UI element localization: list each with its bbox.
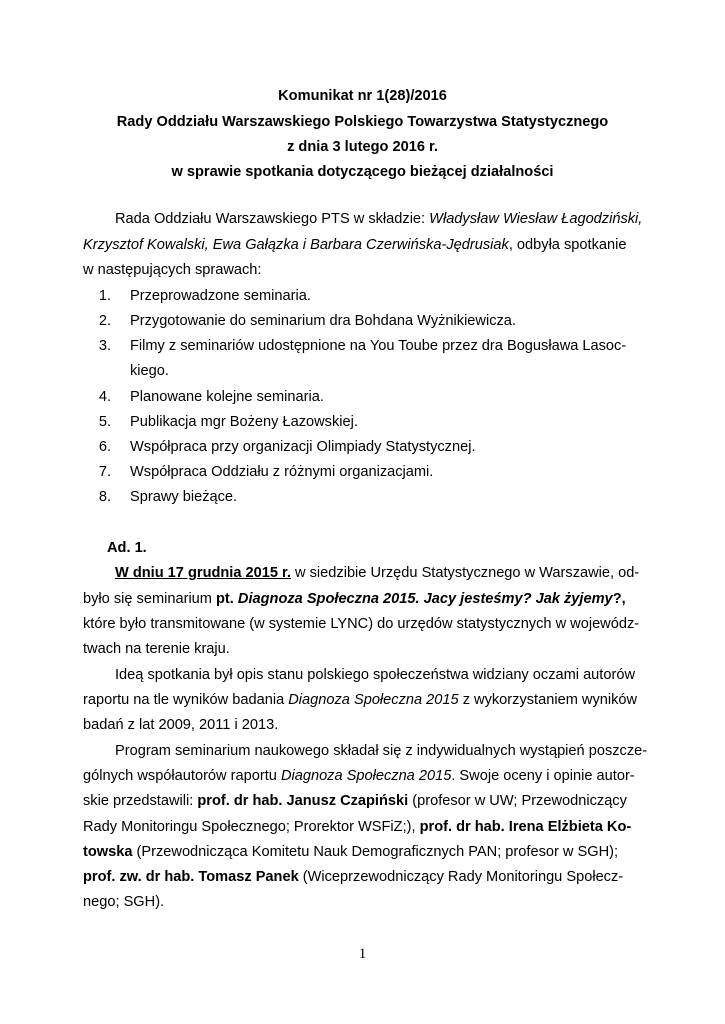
ad1-p3-line-4 [83,819,631,835]
speaker-name: prof. dr hab. Irena Elżbieta Ko- [419,819,632,835]
communique-subject: w sprawie spotkania dotyczącego bieżącej działalności [171,164,554,180]
p3-text: (Wiceprzewodniczący Rady Monitoringu Społecz- [298,869,624,885]
seminar-date: W dniu 17 grudnia 2015 r. [115,565,291,581]
speaker-name: prof. zw. dr hab. Tomasz Panek [83,869,299,885]
agenda-item: Współpraca przy organizacji Olimpiady Statystycznej. [130,439,476,455]
communique-number: Komunikat nr 1(28)/2016 [278,88,447,104]
ad1-p3-line-6 [83,869,623,885]
p3-text: skie przedstawili: [83,793,198,809]
ad1-p3-line-1: Program seminarium naukowego składał się z indywidualnych wystąpień poszcze- [115,743,648,759]
agenda-number: 2. [98,313,111,329]
agenda-item: Współpraca Oddziału z różnymi organizacjami. [130,464,434,480]
agenda-number: 1. [98,288,111,304]
communique-date: z dnia 3 lutego 2016 r. [287,139,438,155]
intro-text: Rada Oddziału Warszawskiego PTS w składzie: [115,211,430,227]
seminar-title: Diagnoza Społeczna 2015. Jacy jesteśmy? Jak żyjemy [237,591,613,607]
agenda-number: 4. [98,389,111,405]
ad1-p3-line-3 [83,793,627,809]
p2-text: raportu na tle wyników badania [83,692,289,708]
speaker-name: prof. dr hab. Janusz Czapiński [197,793,409,809]
p1-text: w siedzibie Urzędu Statystycznego w Warszawie, od- [290,565,640,581]
agenda-item: Filmy z seminariów udostępnione na You Toube przez dra Bogusława Lasoc- [130,338,627,354]
ad1-p2-line-1: Ideą spotkania był opis stanu polskiego społeczeństwa widziany oczami autorów [115,667,635,683]
agenda-number: 5. [98,414,111,430]
speaker-name: towska [83,844,133,860]
ad1-p1-line-1 [115,565,639,581]
agenda-item: Przeprowadzone seminaria. [130,288,311,304]
issuing-body: Rady Oddziału Warszawskiego Polskiego Towarzystwa Statystycznego [116,114,609,130]
agenda-item-continuation: kiego. [130,363,169,379]
p1-text-bold: pt. [216,591,238,607]
ad1-p1-line-2 [83,591,626,607]
p3-text: Rady Monitoringu Społecznego; Prorektor WSFiZ;), [83,819,420,835]
ad1-p3-line-5 [83,844,618,860]
agenda-number: 3. [98,338,111,354]
agenda-item: Sprawy bieżące. [130,489,238,505]
section-heading-ad1: Ad. 1. [107,540,147,556]
intro-text-2: , odbyła spotkanie [508,237,627,253]
member-names: Krzysztof Kowalski, Ewa Gałązka i Barbara Czerwińska-Jędrusiak [83,237,509,253]
report-title: Diagnoza Społeczna 2015 [288,692,459,708]
report-title: Diagnoza Społeczna 2015 [280,768,452,784]
agenda-item: Przygotowanie do seminarium dra Bohdana Wyżnikiewicza. [130,313,516,329]
intro-line-3: w następujących sprawach: [83,262,262,278]
intro-line-1 [115,211,643,227]
p3-text: gólnych współautorów raportu [83,768,281,784]
p3-text: . Swoje oceny i opinie autor- [451,768,635,784]
p1-text: było się seminarium [83,591,217,607]
member-name-1: Władysław Wiesław Łagodziński, [429,211,643,227]
ad1-p3-line-7: nego; SGH). [83,894,165,910]
ad1-p1-line-4: twach na terenie kraju. [83,641,230,657]
p3-text: (Przewodnicząca Komitetu Nauk Demograficznych PAN; profesor w SGH); [132,844,619,860]
agenda-number: 6. [98,439,111,455]
ad1-p2-line-2 [83,692,637,708]
p3-text: (profesor w UW; Przewodniczący [408,793,627,809]
ad1-p1-line-3: które było transmitowane (w systemie LYNC) do urzędów statystycznych w wojewódz- [83,616,640,632]
agenda-number: 7. [98,464,111,480]
ad1-p2-line-3: badań z lat 2009, 2011 i 2013. [83,717,279,733]
p1-text-bold: ?, [612,591,626,607]
agenda-item: Planowane kolejne seminaria. [130,389,324,405]
agenda-item: Publikacja mgr Bożeny Łazowskiej. [130,414,358,430]
ad1-p3-line-2 [83,768,635,784]
agenda-number: 8. [98,489,111,505]
page-number: 1 [358,946,367,962]
intro-line-2 [83,237,626,253]
p2-text: z wykorzystaniem wyników [458,692,638,708]
